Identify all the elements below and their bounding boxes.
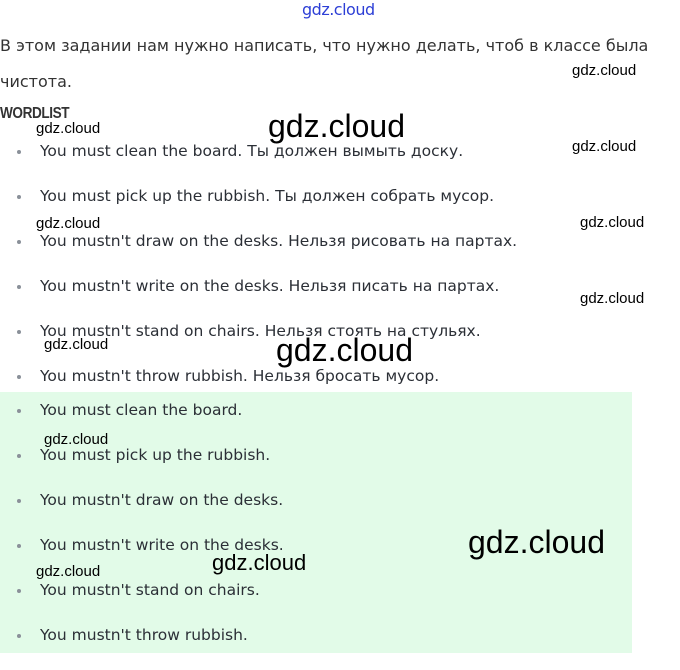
watermark: gdz.cloud — [44, 336, 109, 353]
watermark: gdz.cloud — [36, 215, 101, 232]
wordlist-item — [0, 276, 517, 321]
answer-item-text: You mustn't write on the desks. — [40, 536, 284, 554]
wordlist-heading: WORDLIST — [0, 105, 70, 122]
bullet-icon — [17, 634, 21, 638]
watermark: gdz.cloud — [580, 214, 645, 231]
answer-item — [0, 580, 284, 625]
answer-item-text: You mustn't draw on the desks. — [40, 491, 284, 509]
bullet-icon — [17, 544, 21, 548]
answer-list — [0, 400, 284, 670]
watermark: gdz.cloud — [572, 62, 637, 79]
wordlist — [0, 141, 517, 411]
wordlist-item-text: You mustn't stand on chairs. Нельзя стоять на стульях. — [40, 322, 481, 340]
bullet-icon — [17, 285, 21, 289]
bullet-icon — [17, 240, 21, 244]
wordlist-item-text: You mustn't throw rubbish. Нельзя бросать мусор. — [40, 367, 440, 385]
answer-item-text: You mustn't stand on chairs. — [40, 581, 260, 599]
answer-item-text: You must clean the board. — [40, 401, 243, 419]
watermark: gdz.cloud — [36, 563, 101, 580]
wordlist-item-text: You must clean the board. Ты должен вымыть доску. — [40, 142, 464, 160]
answer-item — [0, 445, 284, 490]
wordlist-item — [0, 231, 517, 276]
watermark: gdz.cloud — [276, 332, 413, 368]
answer-item — [0, 490, 284, 535]
bullet-icon — [17, 409, 21, 413]
answer-item — [0, 625, 284, 670]
bullet-icon — [17, 195, 21, 199]
answer-item — [0, 400, 284, 445]
answer-item-text: You mustn't throw rubbish. — [40, 626, 248, 644]
bullet-icon — [17, 150, 21, 154]
task-description: В этом задании нам нужно написать, что нужно делать, чтоб в классе была чистота. — [0, 36, 649, 91]
bullet-icon — [17, 499, 21, 503]
watermark: gdz.cloud — [44, 431, 109, 448]
wordlist-item — [0, 141, 517, 186]
watermark: gdz.cloud — [468, 524, 605, 560]
watermark: gdz.cloud — [572, 138, 637, 155]
wordlist-item-text: You mustn't draw on the desks. Нельзя рисовать на партах. — [40, 232, 518, 250]
watermark: gdz.cloud — [212, 550, 307, 575]
bullet-icon — [17, 375, 21, 379]
wordlist-item-text: You mustn't write on the desks. Нельзя писать на партах. — [40, 277, 500, 295]
wordlist-item-text: You must pick up the rubbish. Ты должен собрать мусор. — [40, 187, 495, 205]
watermark: gdz.cloud — [268, 108, 405, 144]
bullet-icon — [17, 330, 21, 334]
site-logo[interactable]: gdz.cloud — [302, 0, 375, 19]
watermark: gdz.cloud — [580, 290, 645, 307]
bullet-icon — [17, 589, 21, 593]
answer-item-text: You must pick up the rubbish. — [40, 446, 271, 464]
bullet-icon — [17, 454, 21, 458]
watermark: gdz.cloud — [36, 120, 101, 137]
